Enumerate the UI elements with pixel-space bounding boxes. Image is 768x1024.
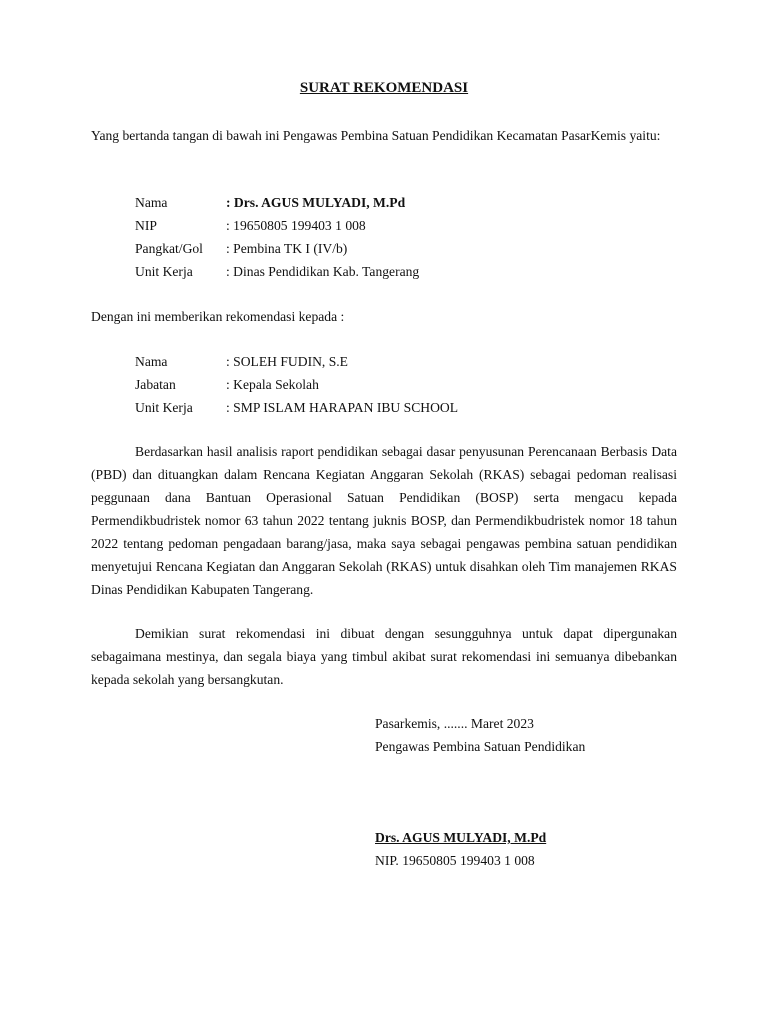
recipient-row-nama [135,350,695,373]
signer-nip-label: NIP [135,218,157,233]
signer-pangkat-label: Pangkat/Gol [135,241,203,256]
intro-paragraph: Yang bertanda tangan di bawah ini Pengawas Pembina Satuan Pendidikan Kecamatan PasarKemis yaitu: [91,128,661,143]
closing-signer-name: Drs. AGUS MULYADI, M.Pd [375,830,547,845]
closing-place-date: Pasarkemis, ....... Maret 2023 [375,716,534,731]
body-paragraph-2: Demikian surat rekomendasi ini dibuat dengan sesungguhnya untuk dapat dipergunakan sebagaimana mestinya, dan segala biaya yang timbul akibat surat rekomendasi ini semuanya dibebankan kepada sekolah yang bersangkutan. [91,626,677,687]
recipient-unit-value: : SMP ISLAM HARAPAN IBU SCHOOL [226,400,459,415]
signer-row-pangkat [135,237,695,260]
signer-row-nip [135,214,695,237]
signer-nip-value: : 19650805 199403 1 008 [226,218,366,233]
recipient-jabatan-value: : Kepala Sekolah [226,377,319,392]
recipient-details [135,350,695,419]
recipient-row-unit [135,396,695,419]
closing-position: Pengawas Pembina Satuan Pendidikan [375,739,586,754]
body-paragraph-1: Berdasarkan hasil analisis raport pendidikan sebagai dasar penyusunan Perencanaan Berbasis Data (PBD) dan dituangkan dalam Rencana Kegiatan Anggaran Sekolah (RKAS) sebagai pedoman realisasi peggunaan dana Bantuan Operasional Satuan Pendidikan (BOSP) serta mengacu kepada Permendikbudristek nomor 63 tahun 2022 tentang juknis BOSP, dan Permendikbudristek nomor 18 tahun 2022 tentang pedoman pengadaan barang/jasa, maka saya sebagai pengawas pembina satuan pendidikan menyetujui Rencana Kegiatan dan Anggaran Sekolah (RKAS) untuk disahkan oleh Tim manajemen RKAS Dinas Pendidikan Kabupaten Tangerang. [91,444,677,597]
signer-pangkat-value: : Pembina TK I (IV/b) [226,241,348,256]
signer-row-unit [135,260,695,283]
recommend-intro: Dengan ini memberikan rekomendasi kepada : [91,309,345,324]
recipient-row-jabatan [135,373,695,396]
signer-details [135,191,695,283]
recipient-jabatan-label: Jabatan [135,377,176,392]
signer-nama-label: Nama [135,195,168,210]
signer-row-nama [135,191,695,214]
closing-signer-nip: NIP. 19650805 199403 1 008 [375,853,535,868]
recipient-nama-value: : SOLEH FUDIN, S.E [226,354,348,369]
signer-unit-label: Unit Kerja [135,264,193,279]
letter-title: SURAT REKOMENDASI [299,80,469,96]
signer-nama-value: : Drs. AGUS MULYADI, M.Pd [226,195,406,210]
recipient-nama-label: Nama [135,354,168,369]
recipient-unit-label: Unit Kerja [135,400,193,415]
signer-unit-value: : Dinas Pendidikan Kab. Tangerang [226,264,420,279]
